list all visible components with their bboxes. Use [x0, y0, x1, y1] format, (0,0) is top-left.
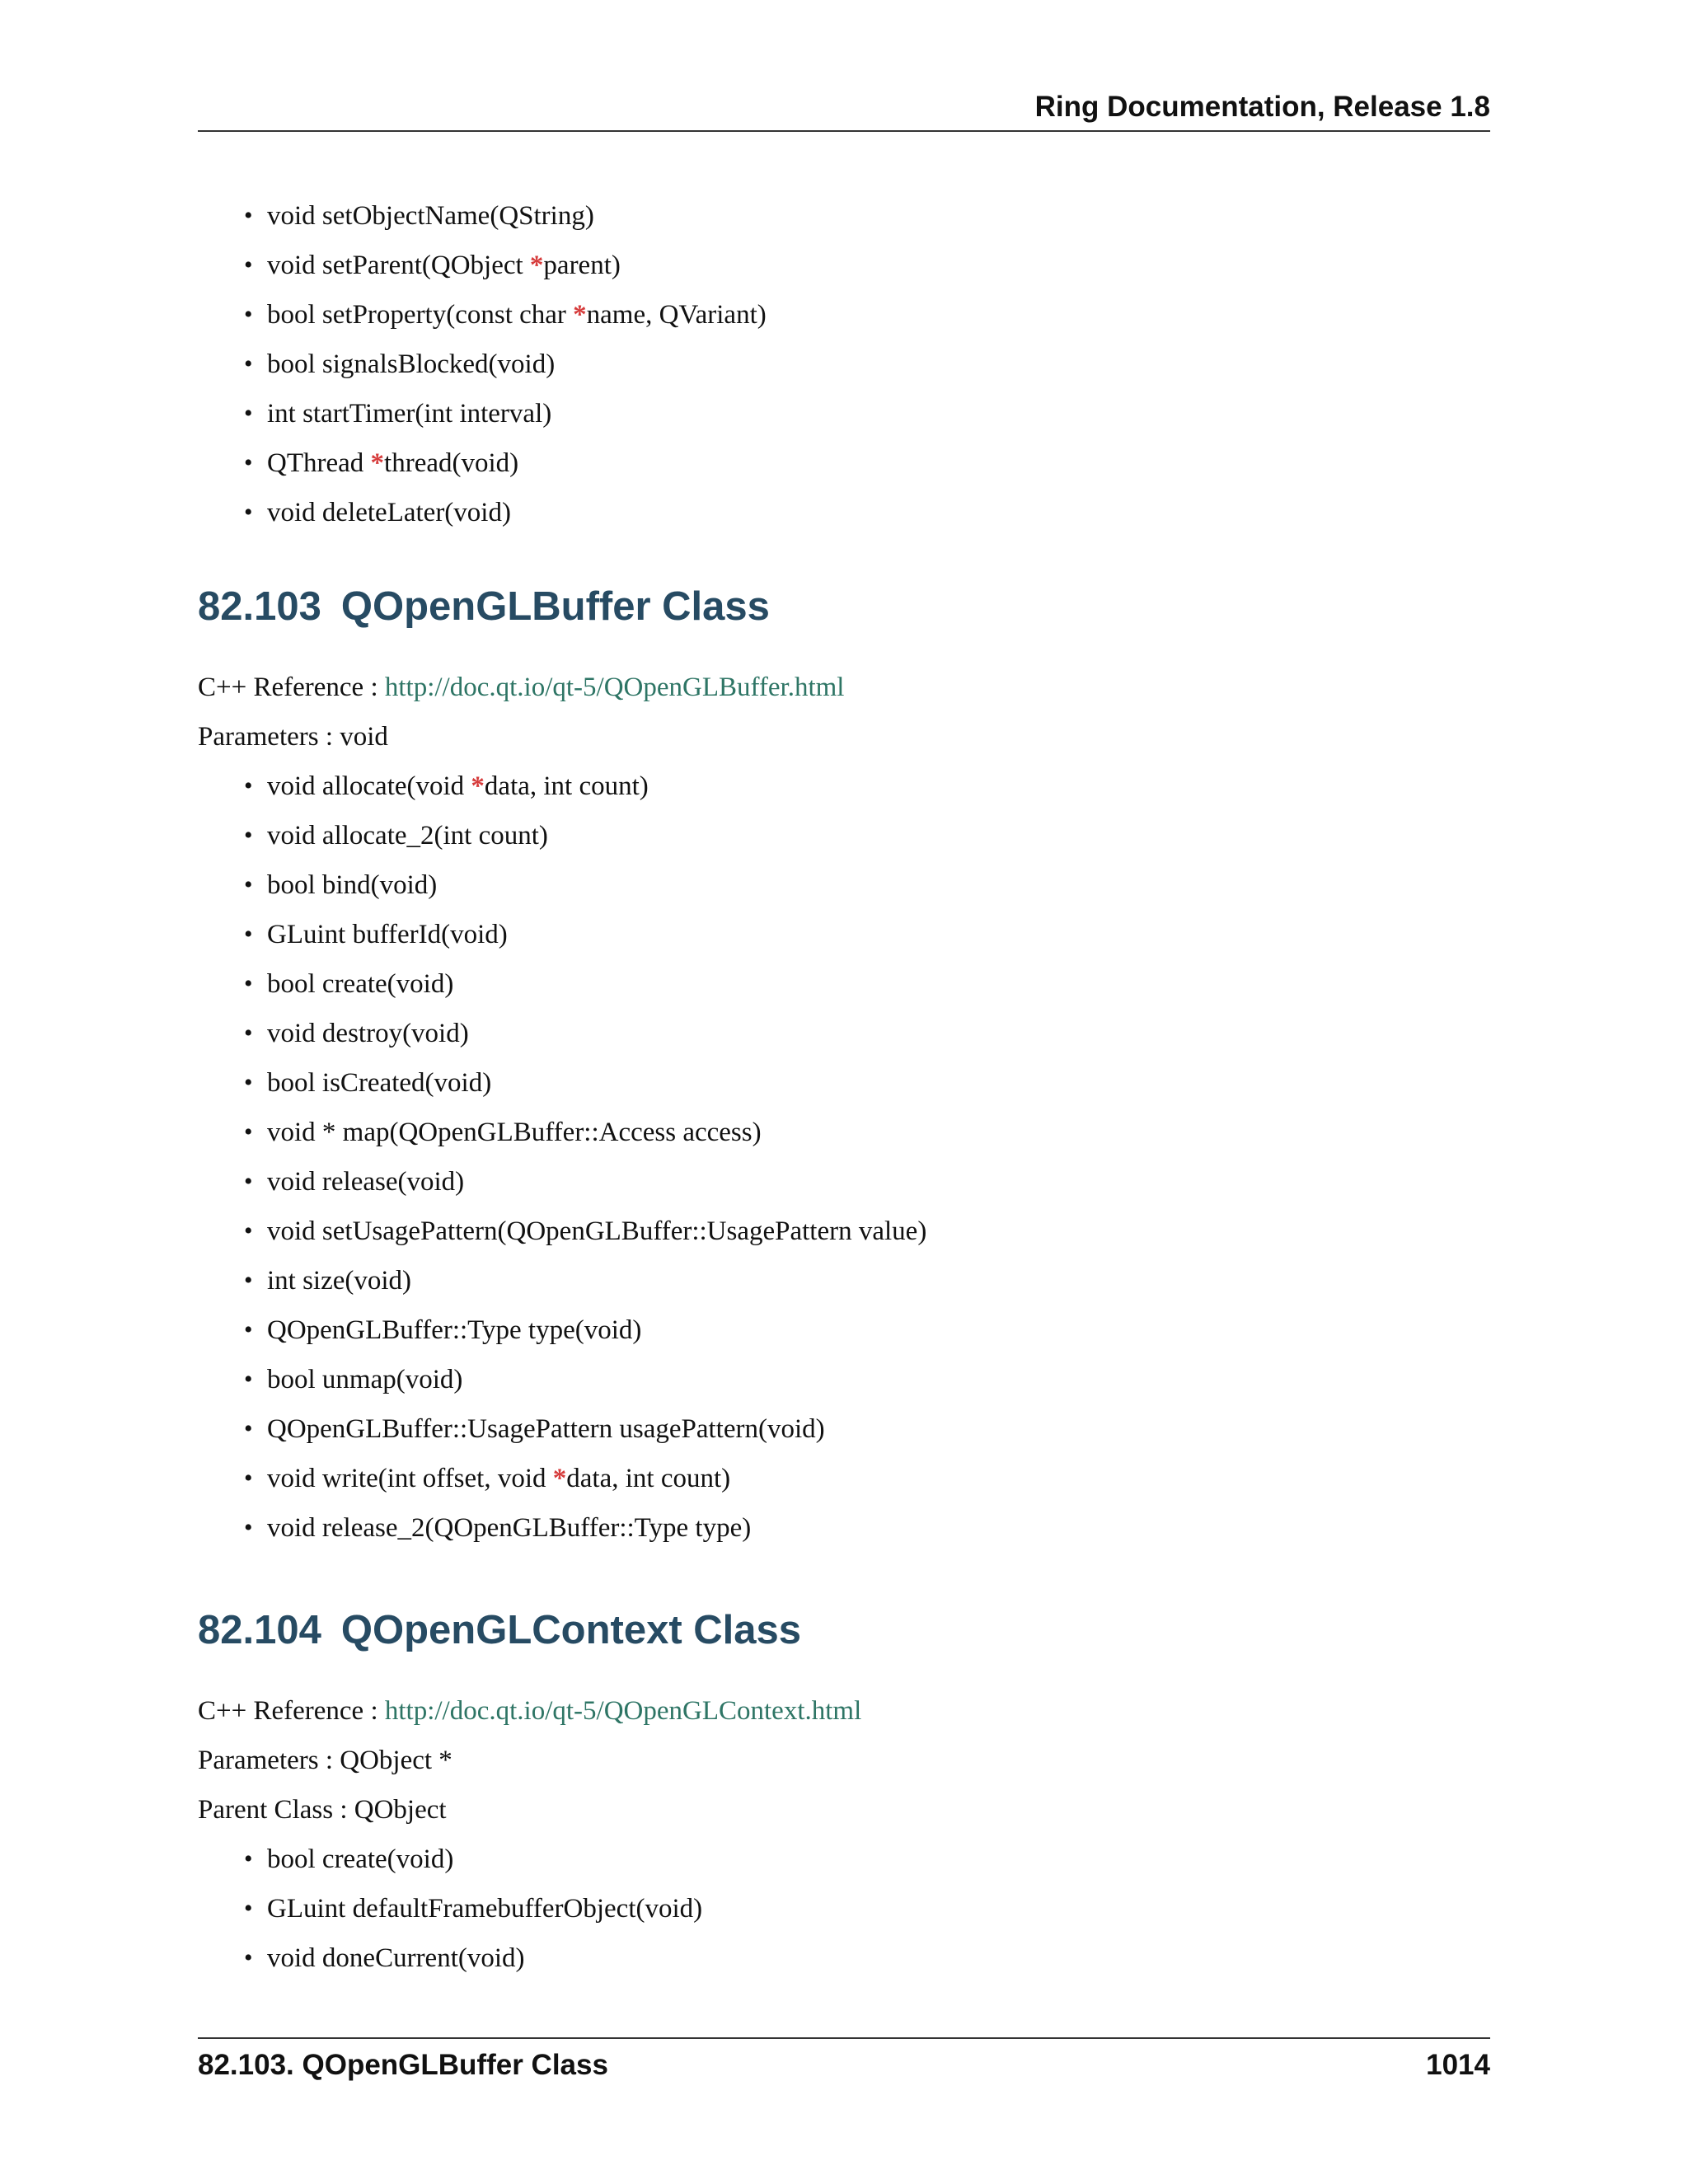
list-item	[198, 910, 1490, 959]
item-text: int size(void)	[267, 1266, 412, 1296]
cpp-reference-label: C++ Reference :	[198, 673, 385, 702]
page-footer	[198, 2037, 1490, 2081]
item-text: bool create(void)	[267, 969, 454, 999]
pointer-star: *	[471, 771, 485, 801]
list-item	[198, 762, 1490, 811]
item-text: void setObjectName(QString)	[267, 201, 594, 231]
header-title: Ring Documentation, Release 1.8	[1034, 91, 1490, 123]
pointer-star: *	[370, 448, 385, 478]
item-text: bool isCreated(void)	[267, 1068, 492, 1098]
list-item	[198, 290, 1490, 340]
cpp-reference-link[interactable]: http://doc.qt.io/qt-5/QOpenGLContext.html	[384, 1696, 862, 1726]
item-text: void setUsagePattern(QOpenGLBuffer::UsagePattern value)	[267, 1216, 927, 1246]
section-title: QOpenGLContext Class	[340, 1608, 802, 1652]
list-item	[198, 241, 1490, 290]
list-item	[198, 488, 1490, 537]
section-title: QOpenGLBuffer Class	[340, 584, 770, 629]
section-number: 82.104	[198, 1608, 321, 1652]
method-list	[198, 762, 1490, 1553]
list-item	[198, 1933, 1490, 1983]
list-item	[198, 1884, 1490, 1933]
item-text: void setParent(QObject	[267, 251, 530, 280]
list-item	[198, 1207, 1490, 1256]
item-text: void release_2(QOpenGLBuffer::Type type)	[267, 1513, 752, 1543]
pointer-star: *	[552, 1464, 567, 1493]
list-item	[198, 1157, 1490, 1207]
item-text: void * map(QOpenGLBuffer::Access access)	[267, 1118, 762, 1147]
item-text: QOpenGLBuffer::UsagePattern usagePattern(void)	[267, 1414, 825, 1444]
item-text: void destroy(void)	[267, 1019, 469, 1048]
document-page	[198, 0, 1490, 2184]
list-item	[198, 1009, 1490, 1058]
list-item	[198, 1108, 1490, 1157]
item-text: bool unmap(void)	[267, 1365, 463, 1394]
list-item	[198, 1835, 1490, 1884]
cpp-reference	[198, 1686, 1490, 1736]
list-item	[198, 1454, 1490, 1503]
list-item	[198, 1404, 1490, 1454]
section-82-104	[198, 1607, 1490, 1983]
top-method-list	[198, 191, 1490, 537]
item-text: bool setProperty(const char	[267, 300, 574, 330]
item-text-rest: parent)	[543, 251, 621, 280]
cpp-reference-label: C++ Reference :	[198, 1696, 385, 1726]
item-text: void allocate_2(int count)	[267, 821, 548, 851]
list-item	[198, 1058, 1490, 1108]
page-number: 1014	[1426, 2049, 1490, 2081]
item-text: int startTimer(int interval)	[267, 399, 552, 429]
item-text: QThread	[267, 448, 371, 478]
item-text: void doneCurrent(void)	[267, 1943, 525, 1973]
section-82-103	[198, 583, 1490, 1553]
item-text-rest: thread(void)	[384, 448, 519, 478]
list-item	[198, 1256, 1490, 1305]
page-header	[198, 91, 1490, 132]
section-heading	[198, 583, 1490, 630]
list-item	[198, 1355, 1490, 1404]
section-heading	[198, 1607, 1490, 1653]
top-method-list-block	[198, 191, 1490, 537]
item-text-rest: data, int count)	[566, 1464, 731, 1493]
cpp-reference-link[interactable]: http://doc.qt.io/qt-5/QOpenGLBuffer.html	[384, 673, 845, 702]
item-text: void release(void)	[267, 1167, 465, 1197]
item-text: QOpenGLBuffer::Type type(void)	[267, 1315, 642, 1345]
list-item	[198, 438, 1490, 488]
parameters-line: Parameters : void	[198, 722, 388, 752]
list-item	[198, 1503, 1490, 1553]
method-list	[198, 1835, 1490, 1983]
parent-class-line: Parent Class : QObject	[198, 1795, 447, 1825]
list-item	[198, 811, 1490, 860]
item-text: GLuint bufferId(void)	[267, 920, 508, 949]
item-text: GLuint defaultFramebufferObject(void)	[267, 1894, 703, 1924]
item-text: bool create(void)	[267, 1844, 454, 1874]
item-text-rest: name, QVariant)	[586, 300, 767, 330]
list-item	[198, 389, 1490, 438]
list-item	[198, 1305, 1490, 1355]
item-text-rest: data, int count)	[484, 771, 649, 801]
item-text: void write(int offset, void	[267, 1464, 553, 1493]
item-text: bool signalsBlocked(void)	[267, 349, 556, 379]
list-item	[198, 340, 1490, 389]
item-text: void allocate(void	[267, 771, 471, 801]
pointer-star: *	[529, 251, 544, 280]
pointer-star: *	[573, 300, 587, 330]
parameters-line: Parameters : QObject *	[198, 1746, 452, 1775]
list-item	[198, 860, 1490, 910]
item-text: bool bind(void)	[267, 870, 438, 900]
list-item	[198, 959, 1490, 1009]
list-item	[198, 191, 1490, 241]
cpp-reference	[198, 663, 1490, 712]
footer-section-title: 82.103. QOpenGLBuffer Class	[198, 2049, 608, 2081]
section-number: 82.103	[198, 584, 321, 629]
item-text: void deleteLater(void)	[267, 498, 511, 527]
